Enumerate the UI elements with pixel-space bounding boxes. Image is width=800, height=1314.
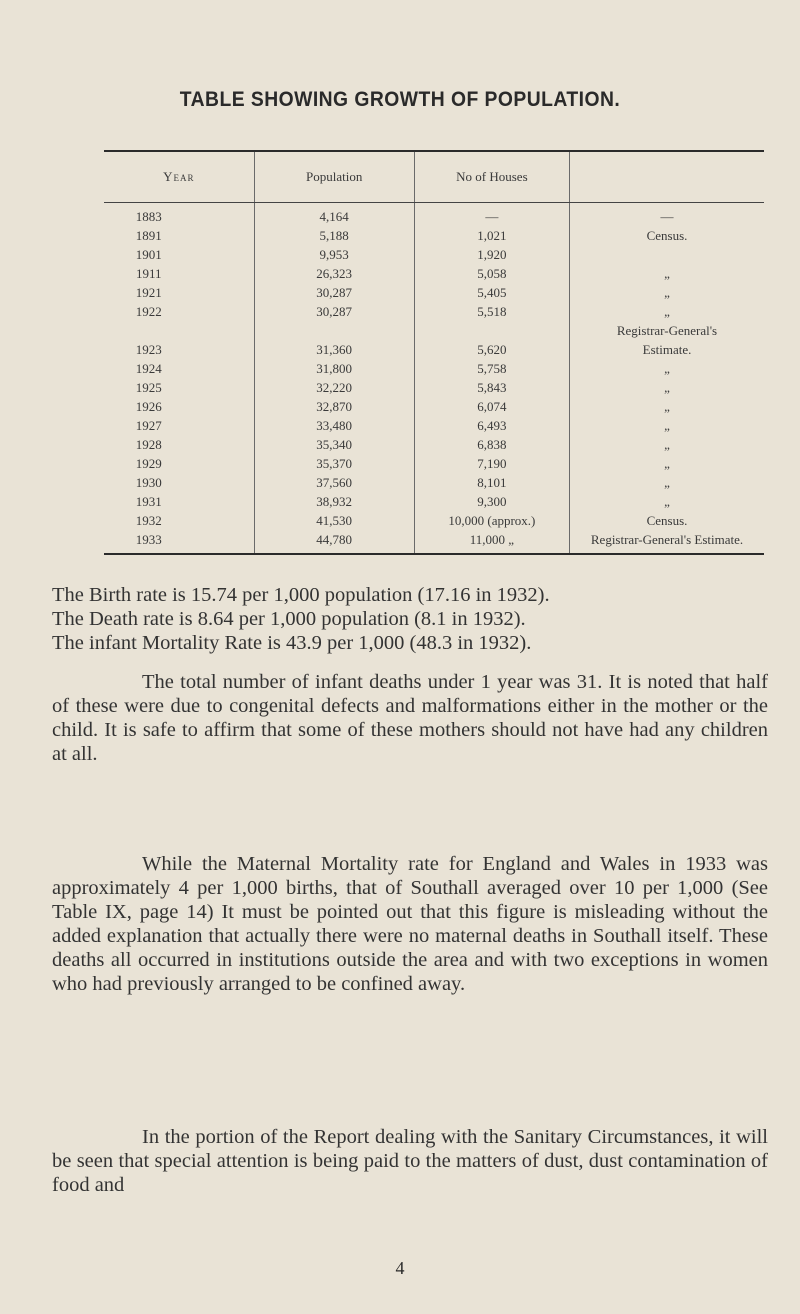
cell-houses: 6,074	[414, 399, 569, 418]
cell-note: Registrar-General's	[570, 323, 765, 342]
cell-population: 30,287	[254, 285, 414, 304]
cell-population: 4,164	[254, 203, 414, 229]
cell-year: 1929	[135, 456, 162, 471]
cell-note: Census.	[570, 513, 765, 532]
table-row	[104, 475, 764, 494]
cell-note: „	[570, 437, 765, 456]
cell-population: 9,953	[254, 247, 414, 266]
table-row	[104, 266, 764, 285]
cell-note: „	[570, 361, 765, 380]
cell-note: Registrar-General's Estimate.	[570, 532, 765, 554]
birth-rate-line: The Birth rate is 15.74 per 1,000 population (17.16 in 1932).	[52, 584, 550, 606]
cell-year: 1922	[135, 304, 162, 319]
table-row	[104, 304, 764, 323]
table-row	[104, 380, 764, 399]
cell-year: 1925	[135, 380, 162, 395]
cell-note	[570, 247, 765, 266]
cell-year: 1883	[135, 209, 162, 224]
cell-population: 32,870	[254, 399, 414, 418]
cell-year: 1932	[135, 513, 162, 528]
cell-population: 38,932	[254, 494, 414, 513]
cell-year: 1926	[135, 399, 162, 414]
cell-houses: —	[414, 203, 569, 229]
cell-population: 41,530	[254, 513, 414, 532]
cell-population: 37,560	[254, 475, 414, 494]
cell-houses: 6,493	[414, 418, 569, 437]
cell-houses: 5,620	[414, 342, 569, 361]
paragraph-sanitary: In the portion of the Report dealing with the Sanitary Circumstances, it will be seen that special attention is being paid to the matters of dust, dust contamination of food and	[52, 1126, 768, 1196]
cell-houses: 11,000 „	[414, 532, 569, 554]
table-row	[104, 323, 764, 342]
table-row	[104, 228, 764, 247]
cell-note: „	[570, 494, 765, 513]
table-row	[104, 247, 764, 266]
cell-year: 1927	[135, 418, 162, 433]
cell-houses: 10,000 (approx.)	[414, 513, 569, 532]
cell-houses: 6,838	[414, 437, 569, 456]
cell-houses: 5,405	[414, 285, 569, 304]
infant-mortality-line: The infant Mortality Rate is 43.9 per 1,000 (48.3 in 1932).	[52, 632, 532, 654]
table-header-row	[104, 151, 764, 203]
table-row	[104, 285, 764, 304]
cell-note: —	[570, 203, 765, 229]
cell-year: 1928	[135, 437, 162, 452]
table-title: TABLE SHOWING GROWTH OF POPULATION.	[179, 88, 621, 111]
cell-population: 32,220	[254, 380, 414, 399]
cell-note: Estimate.	[570, 342, 765, 361]
cell-houses: 1,021	[414, 228, 569, 247]
table-row	[104, 532, 764, 554]
table-body	[104, 203, 764, 555]
header-population: Population	[254, 151, 414, 203]
cell-note: „	[570, 418, 765, 437]
cell-note: „	[570, 475, 765, 494]
cell-year: 1891	[135, 228, 162, 243]
header-houses: No of Houses	[414, 151, 569, 203]
cell-houses: 1,920	[414, 247, 569, 266]
cell-population: 35,340	[254, 437, 414, 456]
population-table	[104, 150, 764, 555]
table-row	[104, 399, 764, 418]
cell-houses	[414, 323, 569, 342]
cell-note: „	[570, 285, 765, 304]
rates-block	[52, 583, 768, 655]
table-row	[104, 437, 764, 456]
cell-year: 1901	[135, 247, 162, 262]
table-row	[104, 203, 764, 229]
cell-population	[254, 323, 414, 342]
cell-population: 31,800	[254, 361, 414, 380]
table-row	[104, 494, 764, 513]
cell-houses: 5,518	[414, 304, 569, 323]
cell-year	[104, 323, 254, 342]
cell-note: „	[570, 304, 765, 323]
cell-houses: 5,758	[414, 361, 569, 380]
cell-note: „	[570, 380, 765, 399]
cell-houses: 5,058	[414, 266, 569, 285]
table-row	[104, 361, 764, 380]
cell-note: „	[570, 266, 765, 285]
table-row	[104, 418, 764, 437]
paragraph-maternal-mortality: While the Maternal Mortality rate for England and Wales in 1933 was approximately 4 per 1,000 births, that of Southall averaged over 10 per 1,000 (See Table IX, page 14) It must be pointed out that this figure is misleading without the added explanation that actually there were no maternal deaths in Southall itself. These deaths all occurred in institutions outside the area and with two exceptions in women who had previously arranged to be confined away.	[52, 853, 768, 995]
cell-population: 35,370	[254, 456, 414, 475]
death-rate-line: The Death rate is 8.64 per 1,000 population (8.1 in 1932).	[52, 608, 526, 630]
cell-population: 30,287	[254, 304, 414, 323]
cell-houses: 8,101	[414, 475, 569, 494]
page-number: 4	[395, 1258, 405, 1278]
header-note	[570, 151, 765, 203]
cell-houses: 9,300	[414, 494, 569, 513]
header-year: Year	[104, 151, 254, 203]
cell-year: 1911	[136, 266, 162, 281]
cell-year: 1931	[135, 494, 162, 509]
cell-year: 1924	[135, 361, 162, 376]
cell-houses: 7,190	[414, 456, 569, 475]
cell-population: 26,323	[254, 266, 414, 285]
cell-year: 1930	[135, 475, 162, 490]
cell-note: „	[570, 456, 765, 475]
cell-population: 5,188	[254, 228, 414, 247]
paragraph-infant-deaths: The total number of infant deaths under 1 year was 31. It is noted that half of these were due to congenital defects and malformations either in the mother or the child. It is safe to affirm that some of these mothers should not have had any children at all.	[52, 671, 768, 765]
cell-year: 1921	[135, 285, 162, 300]
cell-year: 1923	[135, 342, 162, 357]
cell-population: 44,780	[254, 532, 414, 554]
table-row	[104, 513, 764, 532]
cell-year: 1933	[135, 532, 162, 547]
table-row	[104, 456, 764, 475]
cell-houses: 5,843	[414, 380, 569, 399]
cell-note: „	[570, 399, 765, 418]
cell-population: 31,360	[254, 342, 414, 361]
cell-note: Census.	[570, 228, 765, 247]
table-row	[104, 342, 764, 361]
cell-population: 33,480	[254, 418, 414, 437]
